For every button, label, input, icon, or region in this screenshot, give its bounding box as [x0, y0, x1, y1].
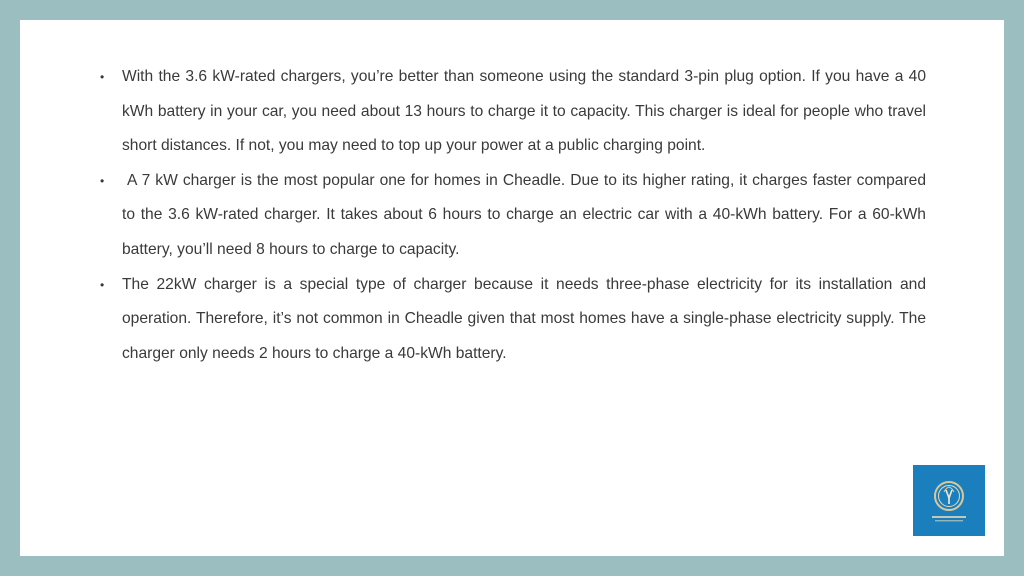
slide: [20, 20, 1004, 556]
bullet-item: [100, 164, 931, 268]
bullet-text: The 22kW charger is a special type of charger because it needs three-phase electricity for its installation and operation. Therefore, it’s not common in Cheadle given that most homes have a single-phase electricity supply. The charger only needs 2 hours to charge a 40-kWh battery.: [122, 275, 926, 362]
bullet-item: [100, 60, 926, 164]
bullet-marker: •: [100, 277, 105, 292]
bullet-text: A 7 kW charger is the most popular one for homes in Cheadle. Due to its higher rating, it charges faster compared to the 3.6 kW-rated charger. It takes about 6 hours to charge an electric car with a 40-kWh battery. For a 60-kWh battery, you’ll need 8 hours to charge to capacity.: [122, 171, 931, 258]
logo: [913, 465, 985, 536]
bullet-list: [100, 60, 931, 371]
emblem-icon: [913, 465, 985, 536]
bullet-text: With the 3.6 kW-rated chargers, you’re better than someone using the standard 3-pin plug option. If you have a 40 kWh battery in your car, you need about 13 hours to charge it to capacity. This charger is ideal for people who travel short distances. If not, you may need to top up your power at a public charging point.: [122, 68, 926, 155]
bullet-item: [100, 268, 926, 372]
bullet-marker: •: [100, 70, 105, 84]
bullet-marker: •: [100, 173, 105, 188]
